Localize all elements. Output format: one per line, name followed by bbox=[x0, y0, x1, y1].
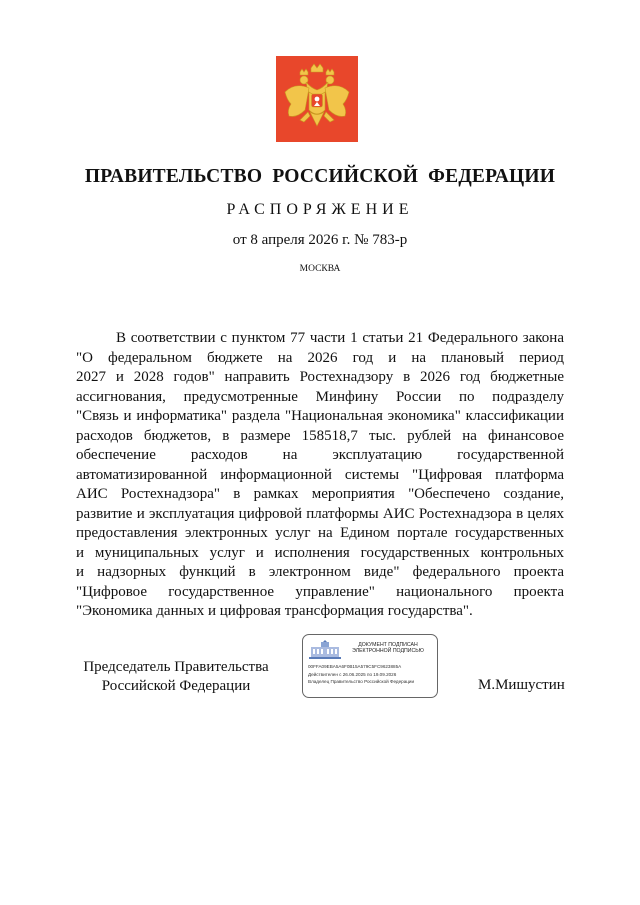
government-building-icon bbox=[308, 639, 342, 661]
body-line: автоматизированной информационной системы "Цифровая платформа bbox=[76, 466, 564, 483]
electronic-signature-stamp bbox=[302, 634, 438, 698]
body-line: и надзорных функций в электронном виде" федерального проекта bbox=[76, 564, 564, 580]
signer-position-line1: Председатель Правительства bbox=[83, 659, 269, 675]
body-line: 2027 и 2028 годов" направить Ростехнадзору в 2026 год бюджетные bbox=[76, 369, 564, 385]
government-title: ПРАВИТЕЛЬСТВО РОССИЙСКОЙ ФЕДЕРАЦИИ bbox=[84, 166, 556, 187]
document-city: МОСКВА bbox=[299, 264, 341, 274]
body-line: предоставления электронных услуг на Едином портале государственных bbox=[76, 525, 564, 541]
order-body bbox=[76, 329, 564, 622]
signer-name: М.Мишустин bbox=[478, 677, 565, 693]
stamp-heading-line2: ЭЛЕКТРОННОЙ ПОДПИСЬЮ bbox=[352, 648, 424, 655]
stamp-certificate-serial: 00FFA09EBA5A6F0B15A579C5FC9623885A bbox=[308, 664, 402, 669]
document-type: РАСПОРЯЖЕНИЕ bbox=[226, 201, 414, 218]
signer-position-line2: Российской Федерации bbox=[101, 678, 251, 694]
body-line: расходов бюджетов, в размере 158518,7 тыс. рублей на финансовое bbox=[76, 427, 564, 444]
stamp-heading-line1: ДОКУМЕНТ ПОДПИСАН bbox=[358, 642, 418, 648]
signer-position bbox=[76, 658, 276, 696]
stamp-owner: Владелец Правительство Российской Федерации bbox=[308, 679, 415, 684]
coat-of-arms-emblem bbox=[276, 56, 358, 142]
stamp-validity: Действителен с 26.06.2025 по 19.09.2026 bbox=[308, 672, 397, 677]
body-line: и муниципальных услуг и исполнения государственных контрольных bbox=[76, 544, 564, 561]
body-line: обеспечение расходов на эксплуатацию государственной bbox=[76, 447, 564, 463]
body-line: "О федеральном бюджете на 2026 год и на плановый период bbox=[76, 349, 564, 366]
body-line: "Связь и информатика" раздела "Национальная экономика" классификации bbox=[76, 408, 564, 424]
body-line: В соответствии с пунктом 77 части 1 статьи 21 Федерального закона bbox=[116, 330, 564, 346]
body-line: развитие и эксплуатация цифровой платформы АИС Ростехнадзора в целях bbox=[76, 505, 564, 522]
document-date-number: от 8 апреля 2026 г. № 783-р bbox=[232, 232, 408, 248]
body-line: ассигнования, предусмотренные Минфину России по подразделу bbox=[76, 388, 564, 405]
body-line: "Цифровое государственное управление" национального проекта bbox=[76, 583, 564, 600]
body-line: АИС Ростехнадзора" в рамках мероприятия "Обеспечено создание, bbox=[76, 486, 564, 502]
body-line: "Экономика данных и цифровая трансформация государства". bbox=[76, 603, 473, 619]
stamp-heading bbox=[341, 642, 435, 655]
